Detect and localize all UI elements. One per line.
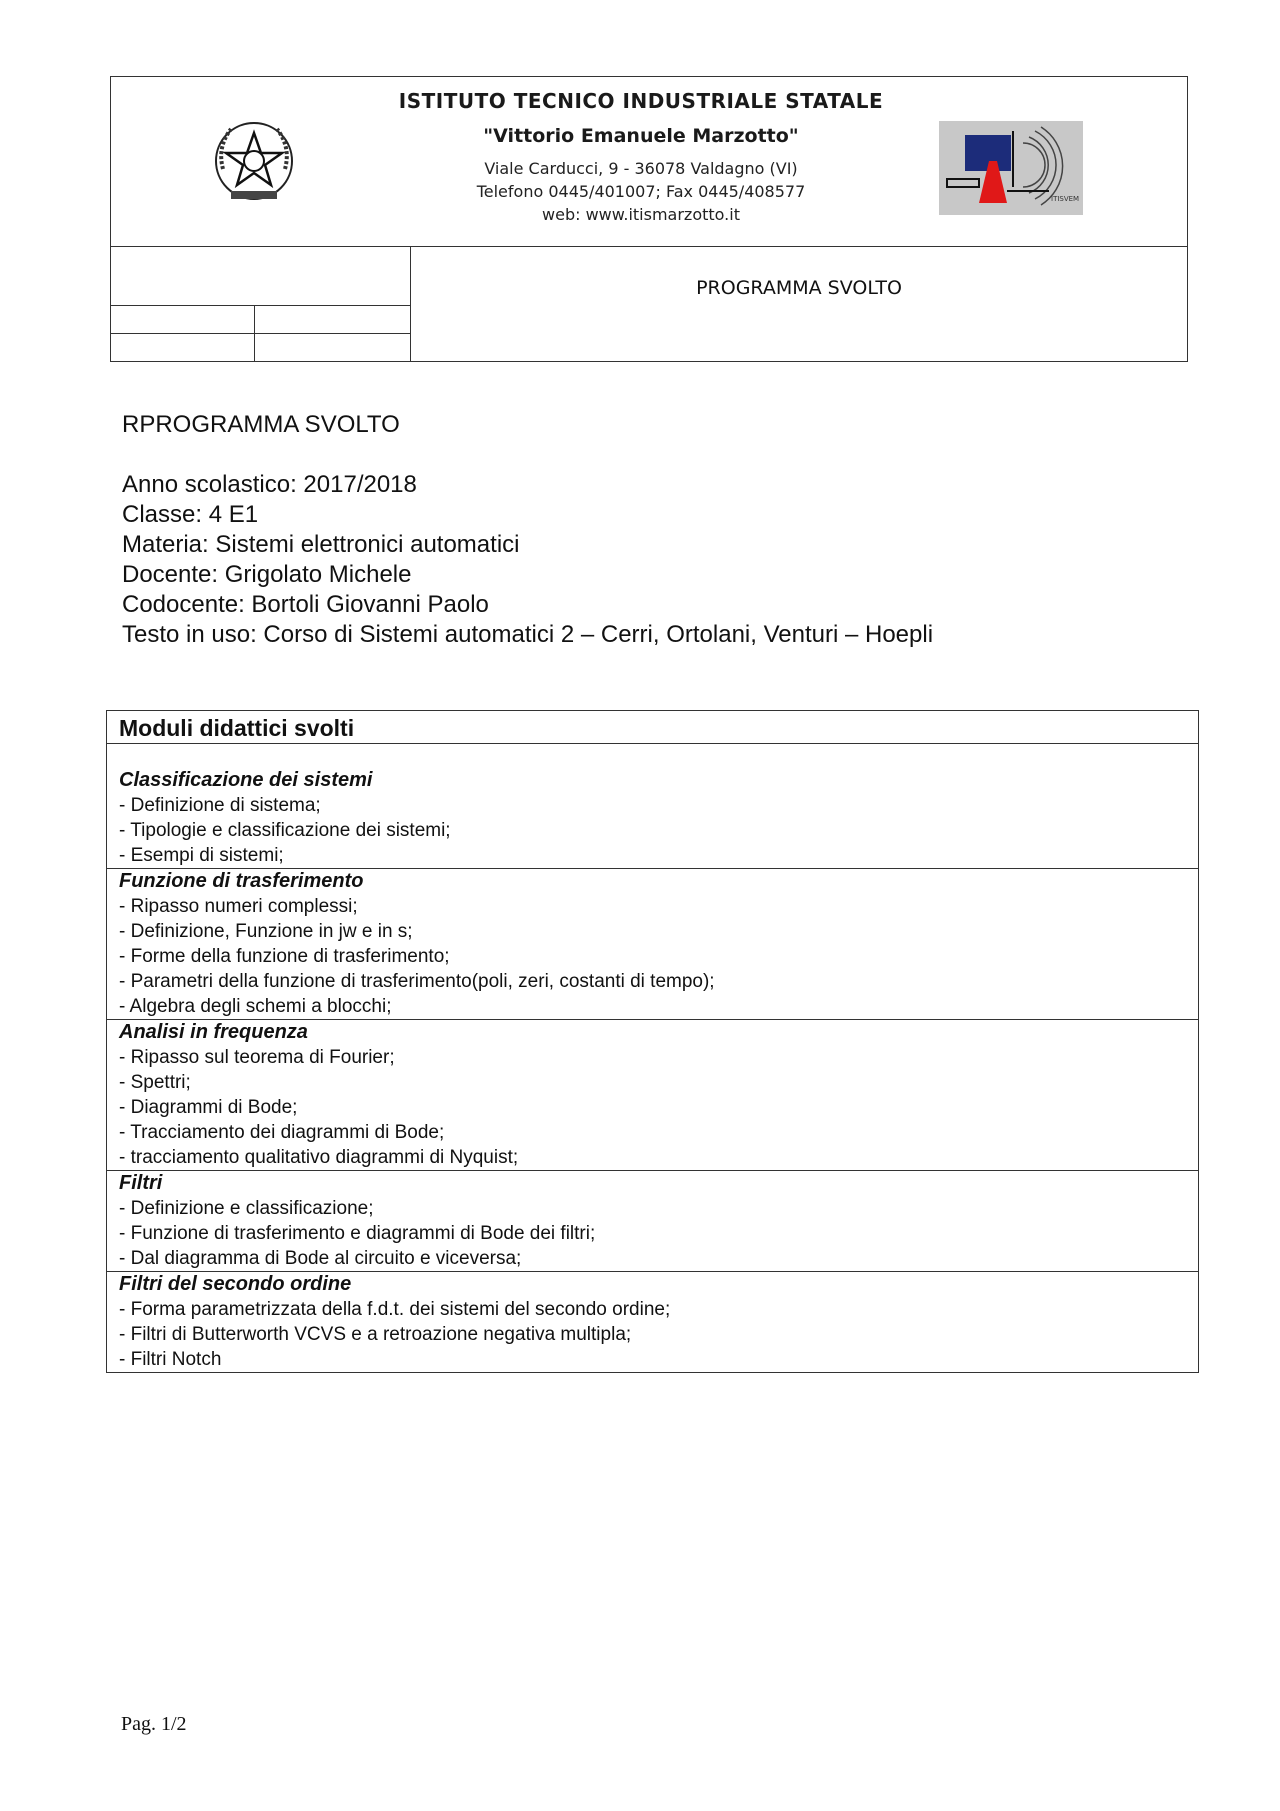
module-section [107, 1272, 1198, 1372]
module-item: - Forme della funzione di trasferimento; [119, 946, 450, 967]
module-item: - Funzione di trasferimento e diagrammi di Bode dei filtri; [119, 1223, 596, 1244]
module-item: - Spettri; [119, 1072, 191, 1093]
modules-table [106, 710, 1199, 1373]
module-item: - Algebra degli schemi a blocchi; [119, 996, 392, 1017]
module-title: Filtri del secondo ordine [119, 1273, 352, 1295]
school-address: Viale Carducci, 9 - 36078 Valdagno (VI) [484, 159, 798, 178]
module-item: - Tipologie e classificazione dei sistemi; [119, 820, 451, 841]
letterhead [110, 76, 1188, 362]
module-item: - Dal diagramma di Bode al circuito e viceversa; [119, 1248, 522, 1269]
module-items [119, 1196, 1186, 1271]
doc-title: PROGRAMMA SVOLTO [696, 277, 902, 299]
teacher: Docente: Grigolato Michele [122, 561, 412, 588]
school-year: Anno scolastico: 2017/2018 [122, 471, 417, 498]
module-item: - Definizione e classificazione; [119, 1198, 374, 1219]
module-item: - Forma parametrizzata della f.d.t. dei sistemi del secondo ordine; [119, 1299, 671, 1320]
school-name: ISTITUTO TECNICO INDUSTRIALE STATALE [398, 89, 884, 113]
letterhead-top [111, 77, 1187, 247]
module-section [107, 1171, 1198, 1272]
textbook: Testo in uso: Corso di Sistemi automatici 2 – Cerri, Ortolani, Venturi – Hoepli [122, 621, 934, 648]
letterhead-grid [111, 247, 411, 361]
module-items [119, 793, 1186, 868]
intro-title: RPROGRAMMA SVOLTO [122, 411, 400, 438]
page-number: Pag. 1/2 [121, 1713, 187, 1735]
module-title: Funzione di trasferimento [119, 870, 364, 892]
module-item: - Filtri di Butterworth VCVS e a retroazione negativa multipla; [119, 1324, 632, 1345]
module-item: - Diagrammi di Bode; [119, 1097, 298, 1118]
class-name: Classe: 4 E1 [122, 501, 259, 528]
module-item: - Definizione, Funzione in jw e in s; [119, 921, 413, 942]
module-items [119, 894, 1186, 1019]
module-items [119, 1297, 1186, 1372]
module-item: - Definizione di sistema; [119, 795, 321, 816]
itis-logo-icon [939, 121, 1083, 215]
co-teacher: Codocente: Bortoli Giovanni Paolo [122, 591, 489, 618]
module-item: - Filtri Notch [119, 1349, 222, 1370]
module-title: Analisi in frequenza [119, 1021, 308, 1043]
module-section [107, 1020, 1198, 1171]
module-items [119, 1045, 1186, 1170]
modules-heading: Moduli didattici svolti [107, 711, 1198, 744]
module-item: - Esempi di sistemi; [119, 845, 284, 866]
grid-row [111, 305, 411, 333]
module-title: Classificazione dei sistemi [119, 769, 373, 791]
grid-divider [254, 305, 255, 361]
school-phone-fax: Telefono 0445/401007; Fax 0445/408577 [476, 182, 806, 201]
module-item: - Tracciamento dei diagrammi di Bode; [119, 1122, 445, 1143]
intro-block [122, 410, 933, 650]
module-section [107, 869, 1198, 1020]
subject: Materia: Sistemi elettronici automatici [122, 531, 520, 558]
logo-caption: ITISVEM [1051, 195, 1080, 203]
module-item: - tracciamento qualitativo diagrammi di Nyquist; [119, 1147, 519, 1168]
module-item: - Ripasso numeri complessi; [119, 896, 358, 917]
grid-row [111, 333, 411, 361]
module-item: - Ripasso sul teorema di Fourier; [119, 1047, 395, 1068]
school-website: web: www.itismarzotto.it [542, 205, 740, 224]
module-title: Filtri [119, 1172, 163, 1194]
school-subtitle: "Vittorio Emanuele Marzotto" [483, 125, 799, 147]
republic-emblem-icon [211, 117, 297, 207]
module-item: - Parametri della funzione di trasferimento(poli, zeri, costanti di tempo); [119, 971, 715, 992]
school-info-block [341, 87, 941, 226]
module-section [107, 744, 1198, 869]
